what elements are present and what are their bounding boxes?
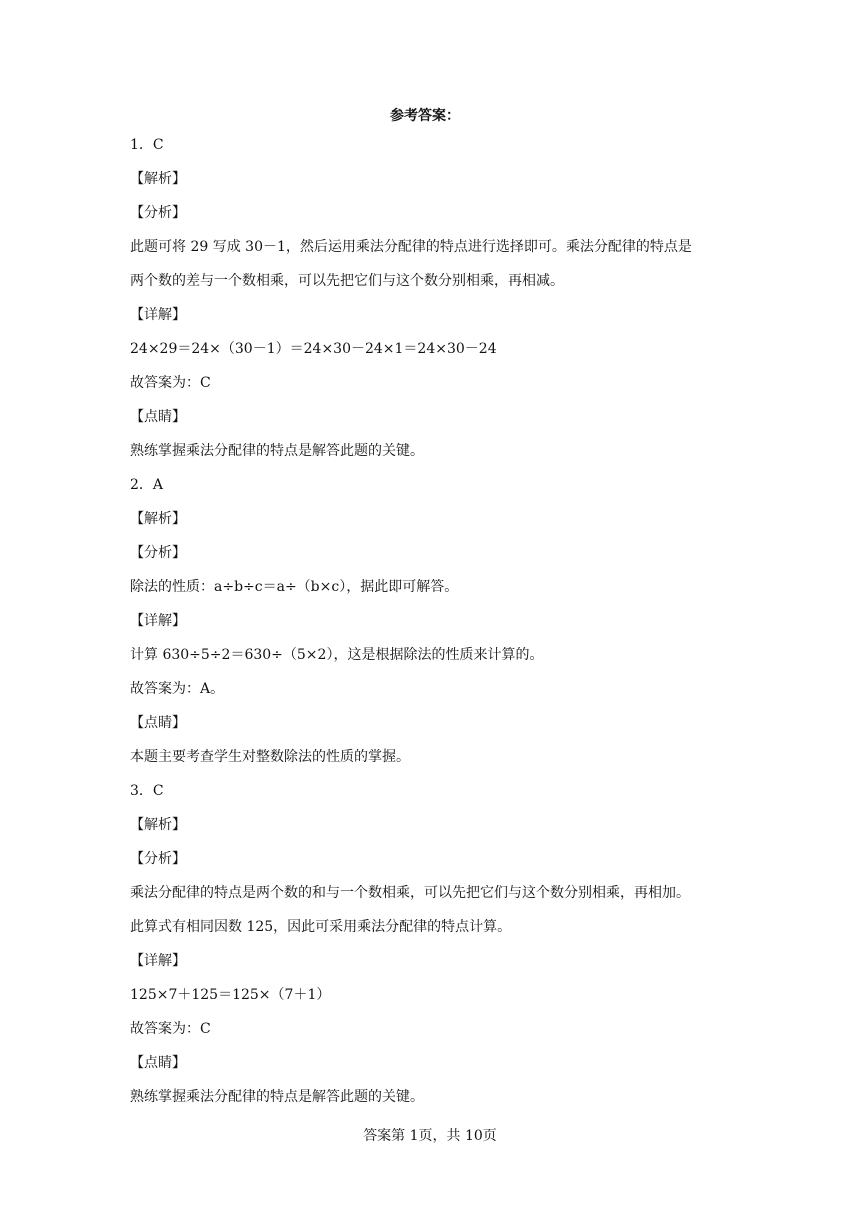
- answer-1-heading: 1．C: [130, 137, 164, 153]
- answer-2-heading: 2．A: [130, 477, 164, 493]
- answer-1-dianjing-label: 【点睛】: [130, 409, 186, 425]
- answer-3-heading: 3．C: [130, 783, 164, 799]
- answer-3-result: 故答案为：C: [130, 1021, 211, 1037]
- answer-2-dianjing-text: 本题主要考查学生对整数除法的性质的掌握。: [130, 749, 410, 765]
- answer-content: [130, 128, 740, 1114]
- page-title: 参考答案：: [390, 108, 460, 124]
- answer-1-dianjing-text: 熟练掌握乘法分配律的特点是解答此题的关键。: [130, 443, 424, 459]
- answer-3-fenxi-text-1: 乘法分配律的特点是两个数的和与一个数相乘，可以先把它们与这个数分别相乘，再相加。: [130, 885, 690, 901]
- answer-3-xiangjie-label: 【详解】: [130, 953, 186, 969]
- answer-2-fenxi-label: 【分析】: [130, 545, 186, 561]
- answer-1-jiexi-label: 【解析】: [130, 171, 186, 187]
- answer-3-dianjing-text: 熟练掌握乘法分配律的特点是解答此题的关键。: [130, 1089, 424, 1105]
- answer-2-fenxi-text: 除法的性质：a÷b÷c＝a÷（b×c），据此即可解答。: [130, 579, 459, 595]
- answer-1-fenxi-label: 【分析】: [130, 205, 186, 221]
- answer-2-xiangjie-label: 【详解】: [130, 613, 186, 629]
- answer-1-xiangjie-label: 【详解】: [130, 307, 186, 323]
- answer-3-xiangjie-text: 125×7＋125＝125×（7＋1）: [130, 987, 331, 1003]
- answer-1-result: 故答案为：C: [130, 375, 211, 391]
- answer-1-xiangjie-text: 24×29＝24×（30－1）＝24×30－24×1＝24×30－24: [130, 341, 497, 357]
- answer-2-xiangjie-text: 计算 630÷5÷2＝630÷（5×2），这是根据除法的性质来计算的。: [130, 647, 544, 663]
- page-footer: 答案第 1页，共 10页: [363, 1128, 497, 1144]
- answer-3-dianjing-label: 【点睛】: [130, 1055, 186, 1071]
- answer-2-result: 故答案为：A。: [130, 681, 225, 697]
- answer-3-jiexi-label: 【解析】: [130, 817, 186, 833]
- answer-2-jiexi-label: 【解析】: [130, 511, 186, 527]
- answer-3-fenxi-text-2: 此算式有相同因数 125，因此可采用乘法分配律的特点计算。: [130, 919, 512, 935]
- answer-1-fenxi-text-1: 此题可将 29 写成 30－1，然后运用乘法分配律的特点进行选择即可。乘法分配律的特点是: [130, 239, 692, 255]
- answer-2-dianjing-label: 【点睛】: [130, 715, 186, 731]
- answer-1-fenxi-text-2: 两个数的差与一个数相乘，可以先把它们与这个数分别相乘，再相减。: [130, 273, 564, 289]
- answer-3-fenxi-label: 【分析】: [130, 851, 186, 867]
